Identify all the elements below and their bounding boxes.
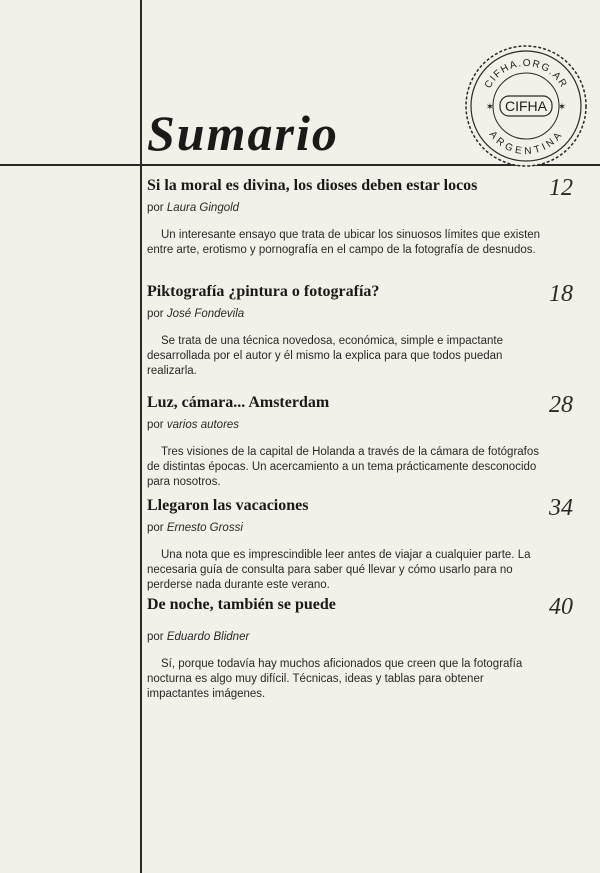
article-page-number: 34 xyxy=(549,495,573,521)
article-page-number: 40 xyxy=(549,594,573,620)
article-entry[interactable] xyxy=(147,282,587,379)
article-description: Una nota que es imprescindible leer antes de viajar a cualquier parte. La necesaria guía de consulta para saber qué llevar y cómo usarlo para no perderse nada durante este verano. xyxy=(147,549,531,591)
article-byline xyxy=(147,306,587,322)
article-entry[interactable] xyxy=(147,393,587,490)
article-byline xyxy=(147,417,587,433)
byline-prefix: por xyxy=(147,202,164,214)
stamp-top-text: CIFHA.ORG.AR xyxy=(482,57,570,91)
article-title[interactable]: Llegaron las vacaciones xyxy=(147,497,309,514)
byline-prefix: por xyxy=(147,522,164,534)
article-description: Tres visiones de la capital de Holanda a través de la cámara de fotógrafos de distintas épocas. Un acercamiento a un tema prácticamente desconocido para nosotros. xyxy=(147,446,540,488)
article-title[interactable]: Piktografía ¿pintura o fotografía? xyxy=(147,283,380,300)
cifha-stamp xyxy=(464,44,588,168)
article-description: Se trata de una técnica novedosa, económica, simple e impactante desarrollada por el autor y él mismo la explica para que todos puedan realizarla. xyxy=(147,335,504,377)
article-page-number: 28 xyxy=(549,392,573,418)
article-title[interactable]: Luz, cámara... Amsterdam xyxy=(147,394,330,411)
star-icon: ✶ xyxy=(557,102,567,113)
article-entry[interactable] xyxy=(147,176,587,258)
byline-prefix: por xyxy=(147,419,164,431)
stamp-center-text: CIFHA xyxy=(505,98,547,114)
article-byline xyxy=(147,629,587,645)
article-title[interactable]: Si la moral es divina, los dioses deben estar locos xyxy=(147,177,478,194)
article-page-number: 12 xyxy=(549,175,573,201)
article-author: Laura Gingold xyxy=(166,202,240,214)
article-description: Sí, porque todavía hay muchos aficionados que creen que la fotografía nocturna es algo muy difícil. Técnicas, ideas y tablas para obtener impactantes imágenes. xyxy=(147,658,523,700)
article-author: Eduardo Blidner xyxy=(166,631,250,643)
article-byline xyxy=(147,520,587,536)
article-title[interactable]: De noche, también se puede xyxy=(147,596,336,613)
article-author: Ernesto Grossi xyxy=(166,522,243,534)
byline-prefix: por xyxy=(147,308,164,320)
article-entry[interactable] xyxy=(147,595,587,702)
article-author: José Fondevila xyxy=(166,308,245,320)
article-entry[interactable] xyxy=(147,496,587,593)
article-page-number: 18 xyxy=(549,281,573,307)
article-description: Un interesante ensayo que trata de ubicar los sinuosos límites que existen entre arte, erotismo y pornografía en el campo de la fotografía de desnudos. xyxy=(147,229,541,256)
page-title: Sumario xyxy=(147,105,339,161)
byline-prefix: por xyxy=(147,631,164,643)
star-icon: ✶ xyxy=(485,102,495,113)
article-author: varios autores xyxy=(166,419,240,431)
stamp-bottom-text: ARGENTINA xyxy=(486,129,566,158)
vertical-rule xyxy=(140,0,142,873)
article-byline xyxy=(147,200,587,216)
